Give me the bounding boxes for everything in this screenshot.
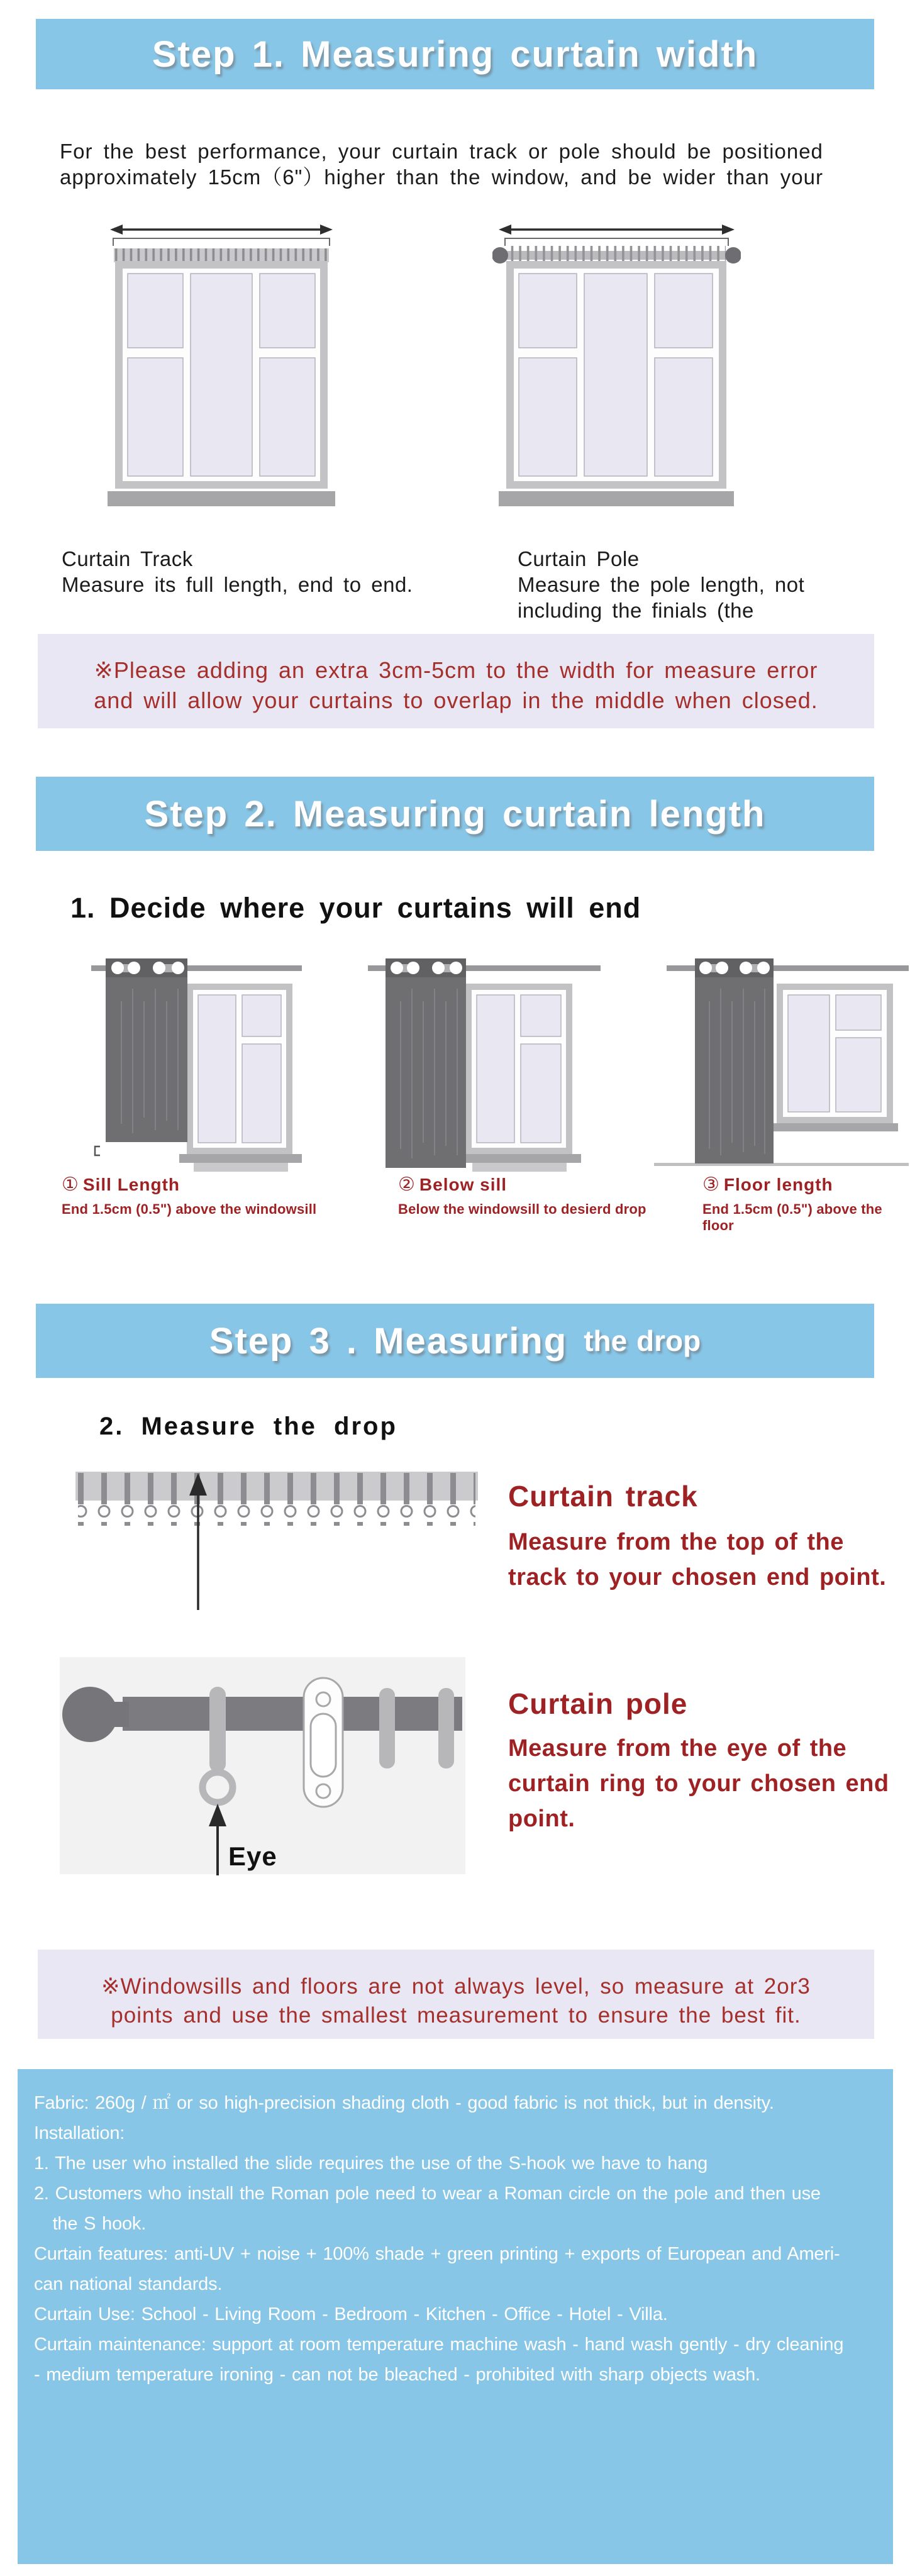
curtain-track-window-illustration	[105, 222, 338, 508]
step3-banner-sublabel: the drop	[584, 1324, 701, 1357]
curtain-pole-desc-line-2: curtain ring to your chosen end	[508, 1770, 889, 1797]
curtain-pole-title: Curtain pole	[508, 1687, 688, 1720]
width-notice-banner	[38, 634, 874, 728]
step3-banner	[36, 1304, 874, 1378]
option-1-number: ①	[62, 1174, 79, 1195]
step2-banner-label: Step 2. Measuring curtain length	[144, 793, 766, 835]
footer-line-features: Curtain features: anti-UV + noise + 100% shade + green printing + exports of European and Ameri-	[34, 2244, 840, 2264]
decide-heading: 1. Decide where your curtains will end	[70, 892, 641, 924]
footer-line-use: Curtain Use: School - Living Room - Bedroom - Kitchen - Office - Hotel - Villa.	[34, 2304, 668, 2324]
curtain-pole-caption-title: Curtain Pole	[518, 547, 640, 570]
footer-line-install-2: 2. Customers who install the Roman pole need to wear a Roman circle on the pole and then use	[34, 2184, 821, 2204]
sill-length-label	[62, 1174, 316, 1218]
footer-line-install-1: 1. The user who installed the slide requires the use of the S-hook we have to hang	[34, 2153, 707, 2174]
floor-length-illustration	[654, 941, 909, 1173]
curtain-pole-drop-illustration	[60, 1654, 475, 1880]
curtain-pole-desc-line-1: Measure from the eye of the	[508, 1735, 847, 1762]
curtain-pole-desc-line-3: point.	[508, 1806, 575, 1832]
curtain-track-desc-line-2: track to your chosen end point.	[508, 1564, 887, 1591]
intro-line-2: approximately 15cm（6"）higher than the window, and be wider than your	[60, 165, 823, 189]
option-3-title: Floor length	[723, 1175, 833, 1194]
intro-text	[60, 138, 890, 190]
step1-banner	[36, 19, 874, 89]
measure-drop-heading: 2. Measure the drop	[99, 1413, 397, 1440]
footer-line-fabric: Fabric: 260g / ㎡ or so high-precision shading cloth - good fabric is not thick, but in density.	[34, 2093, 774, 2113]
footer-line-features-2: can national standards.	[34, 2274, 223, 2294]
curtain-track-desc-line-1: Measure from the top of the	[508, 1529, 844, 1555]
option-3-desc: End 1.5cm (0.5") above the floor	[702, 1201, 882, 1233]
curtain-pole-caption-line-1: Measure the pole length, not	[518, 573, 805, 596]
product-info-footer	[18, 2069, 893, 2564]
intro-line-1: For the best performance, your curtain track or pole should be positioned	[60, 140, 823, 163]
footer-line-install-2b: the S hook.	[34, 2214, 147, 2234]
step3-banner-label: Step 3 . Measuring	[209, 1320, 568, 1362]
footer-line-installation: Installation:	[34, 2123, 125, 2143]
curtain-track-caption-title: Curtain Track	[62, 547, 193, 570]
level-notice-line-1: ※Windowsills and floors are not always level, so measure at 2or3	[101, 1974, 811, 1999]
step1-banner-label: Step 1. Measuring curtain width	[152, 33, 758, 75]
option-2-number: ②	[398, 1174, 416, 1195]
footer-line-maintenance: Curtain maintenance: support at room temperature machine wash - hand wash gently - dry cleaning	[34, 2334, 844, 2355]
footer-line-maintenance-2: - medium temperature ironing - can not be bleached - prohibited with sharp objects wash.	[34, 2365, 760, 2385]
level-notice-banner	[38, 1950, 874, 2039]
curtain-track-title: Curtain track	[508, 1480, 698, 1513]
curtain-track-description	[508, 1524, 898, 1595]
curtain-pole-description	[508, 1731, 904, 1836]
option-1-desc: End 1.5cm (0.5") above the windowsill	[62, 1201, 317, 1217]
curtain-track-caption	[62, 546, 502, 597]
curtain-pole-caption	[518, 546, 895, 623]
floor-length-label	[702, 1174, 910, 1234]
curtain-track-caption-line: Measure its full length, end to end.	[62, 573, 413, 596]
width-notice-line-1: ※Please adding an extra 3cm-5cm to the width for measure error	[94, 657, 818, 683]
option-1-title: Sill Length	[82, 1175, 180, 1194]
option-3-number: ③	[702, 1174, 720, 1195]
sill-length-illustration	[91, 941, 302, 1173]
option-2-title: Below sill	[419, 1175, 508, 1194]
below-sill-label	[398, 1174, 646, 1218]
curtain-pole-window-illustration	[492, 222, 741, 508]
curtain-pole-caption-line-2: including the finials (the	[518, 599, 754, 622]
eye-label: Eye	[228, 1841, 277, 1871]
width-notice-line-2: and will allow your curtains to overlap in the middle when closed.	[94, 687, 818, 713]
below-sill-illustration	[368, 941, 601, 1173]
curtain-track-drop-illustration	[69, 1467, 484, 1611]
step2-banner	[36, 777, 874, 851]
level-notice-line-2: points and use the smallest measurement to ensure the best fit.	[111, 2003, 801, 2028]
option-2-desc: Below the windowsill to desierd drop	[398, 1201, 646, 1217]
